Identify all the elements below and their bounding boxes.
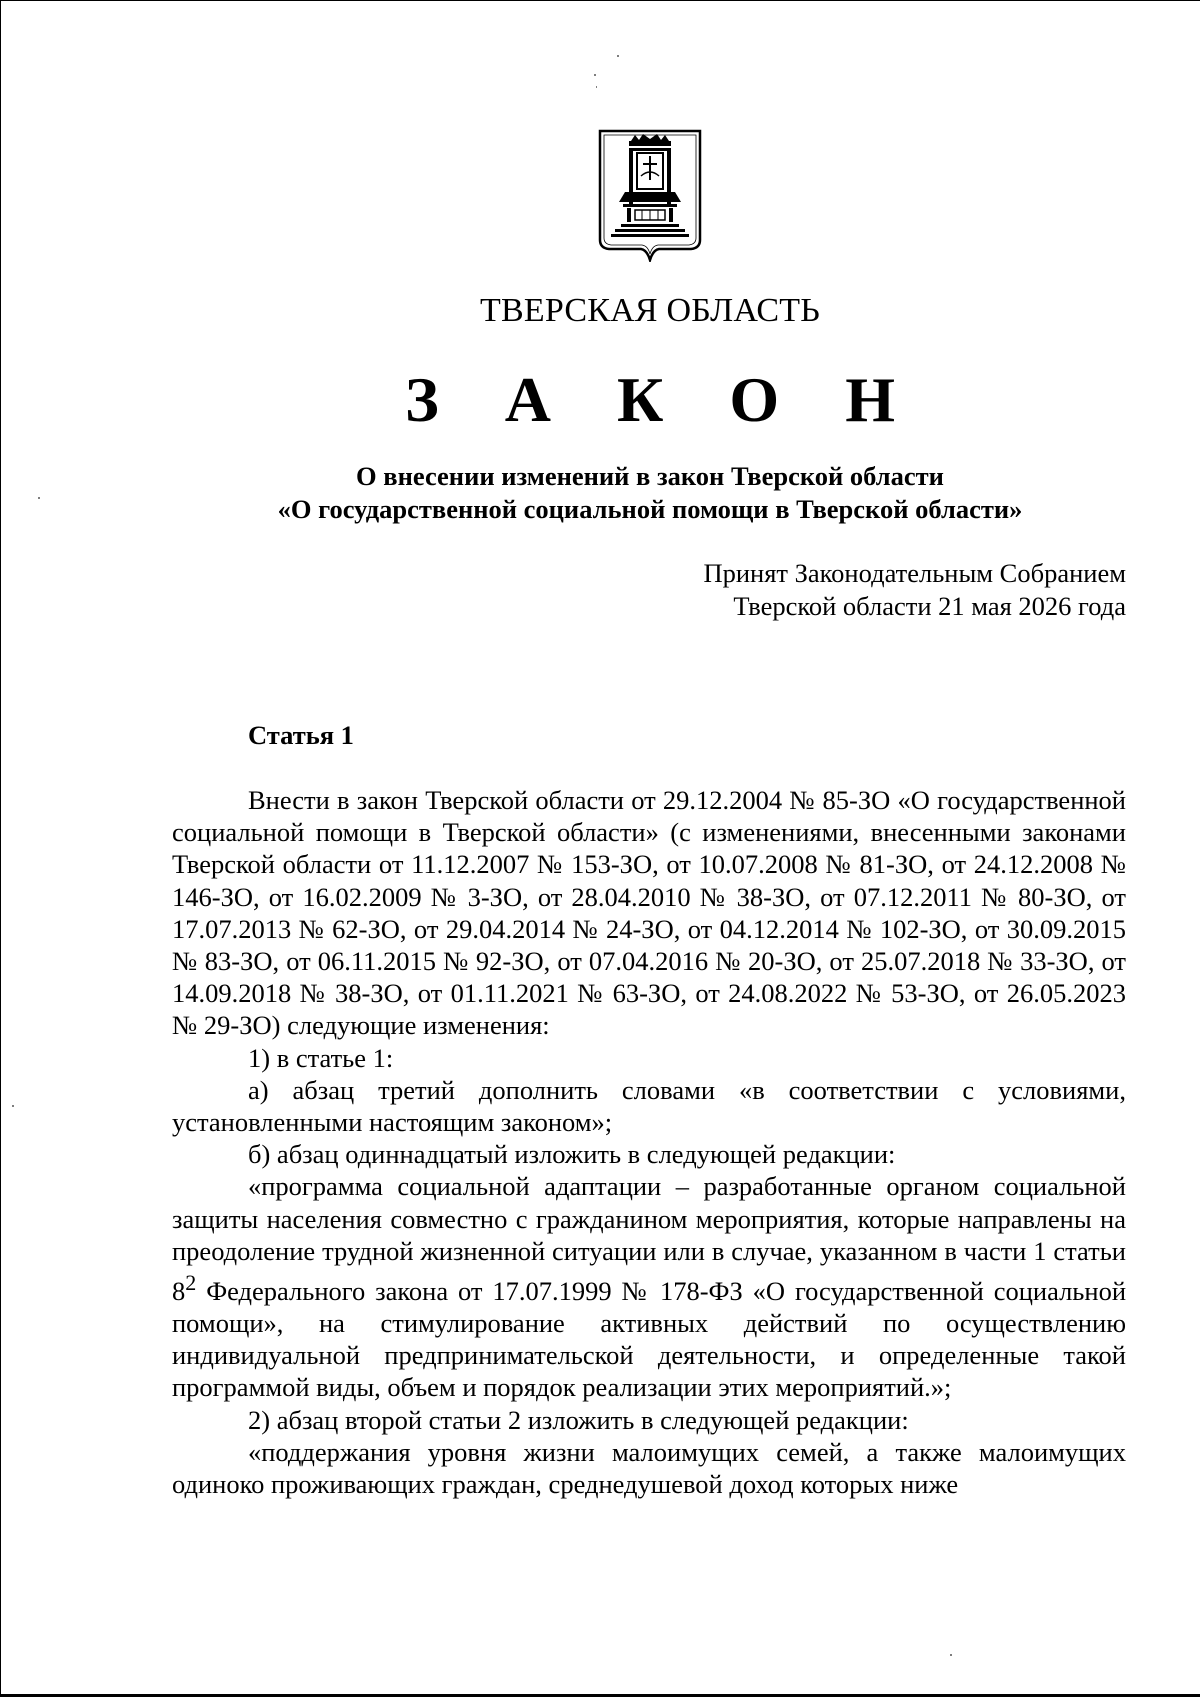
document-type-title: З А К О Н — [405, 364, 920, 435]
subject-line-2: «О государственной социальной помощи в Тверской области» — [277, 494, 1023, 524]
adoption-note — [703, 557, 1126, 623]
item-1-paragraph: 1) в статье 1: — [248, 1042, 394, 1073]
scan-speck — [596, 86, 597, 88]
item-1a-paragraph: а) абзац третий дополнить словами «в соответствии с условиями, установленными настоящим законом»; — [172, 1074, 1126, 1138]
subject-line-1: О внесении изменений в закон Тверской области — [356, 461, 944, 491]
item-2-paragraph: 2) абзац второй статьи 2 изложить в следующей редакции: — [248, 1404, 909, 1435]
adoption-line-1: Принят Законодательным Собранием — [703, 558, 1126, 588]
scan-speck — [950, 1654, 952, 1656]
quoted-definition-paragraph — [172, 1170, 1126, 1403]
scan-speck — [617, 55, 619, 57]
region-name: ТВЕРСКАЯ ОБЛАСТЬ — [480, 292, 820, 329]
scan-speck — [12, 1105, 14, 1107]
adoption-line-2: Тверской области 21 мая 2026 года — [733, 591, 1126, 621]
article-intro-paragraph: Внести в закон Тверской области от 29.12.2004 № 85-ЗО «О государственной социальной помощи в Тверской области» (с изменениями, внесенными законами Тверской области от 11.12.2007 № 153-ЗО, от 10.07.2008 № 81-ЗО, от 24.12.2008 № 146-ЗО, от 16.02.2009 № 3-ЗО, от 28.04.2010 № 38-ЗО, от 07.12.2011 № 80-ЗО, от 17.07.2013 № 62-ЗО, от 29.04.2014 № 24-ЗО, от 04.12.2014 № 102-ЗО, от 30.09.2015 № 83-ЗО, от 06.11.2015 № 92-ЗО, от 07.04.2016 № 20-ЗО, от 25.07.2018 № 33-ЗО, от 14.09.2018 № 38-ЗО, от 01.11.2021 № 63-ЗО, от 24.08.2022 № 53-ЗО, от 26.05.2023 № 29-ЗО) следующие изменения: — [172, 785, 1126, 1041]
scan-border-left — [0, 0, 1, 1697]
law-subject-title — [220, 460, 1080, 526]
scan-speck — [594, 74, 596, 76]
quoted-item-2-paragraph: «поддержания уровня жизни малоимущих семей, а также малоимущих одиноко проживающих граждан, среднедушевой доход которых ниже — [172, 1436, 1126, 1500]
scan-speck — [38, 497, 40, 499]
superscript-article-number: 2 — [185, 1270, 197, 1296]
item-1b-paragraph: б) абзац одиннадцатый изложить в следующей редакции: — [248, 1139, 896, 1170]
article-1-heading: Статья 1 — [248, 720, 354, 750]
article-1-body — [172, 784, 1126, 1500]
quote-text-end: Федерального закона от 17.07.1999 № 178-ФЗ «О государственной социальной помощи», на стимулирование активных действий по осуществлению индивидуальной предпринимательской деятельности, и определенные такой программой виды, объем и порядок реализации этих мероприятий.»; — [172, 1275, 1126, 1403]
quote-text-start: «программа социальной адаптации – разработанные органом социальной защиты населения совместно с гражданином мероприятия, которые направлены на преодоление трудной жизненной ситуации или в случае, указанном в части 1 статьи 8 — [172, 1171, 1126, 1306]
coat-of-arms-emblem — [597, 128, 703, 262]
scan-border-top — [0, 0, 1200, 1]
